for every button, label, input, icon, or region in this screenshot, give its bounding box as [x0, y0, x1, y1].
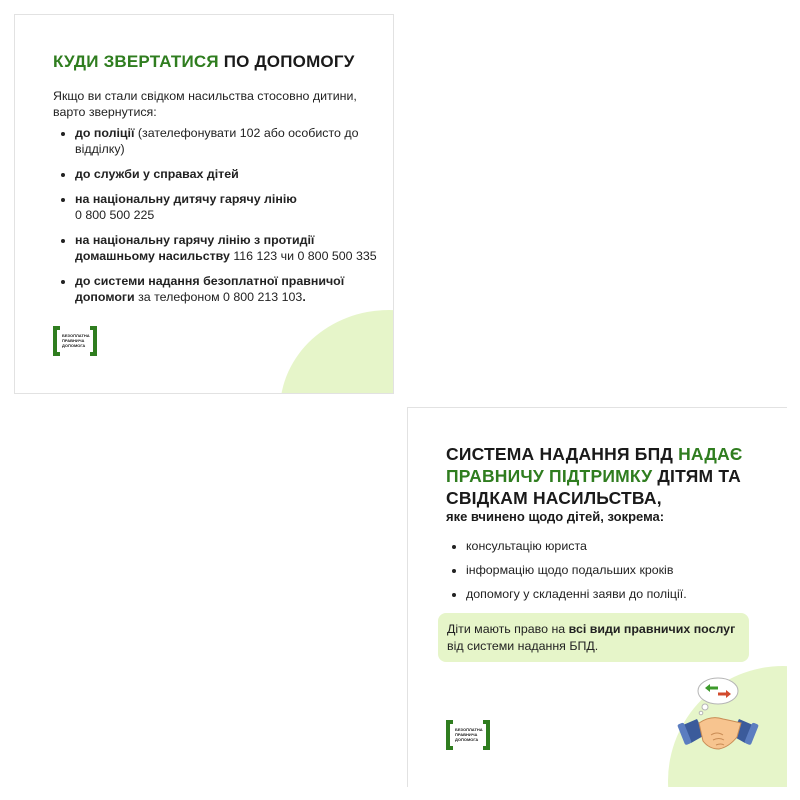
- card-title: КУДИ ЗВЕРТАТИСЯ ПО ДОПОМОГУ: [53, 52, 355, 71]
- list-item: • консультацію юриста: [466, 538, 687, 554]
- list-item: • допомогу у складенні заяви до поліції.: [466, 586, 687, 602]
- bpd-logo: БЕЗОПЛАТНА ПРАВНИЧА ДОПОМОГА: [446, 720, 490, 752]
- card-title: СИСТЕМА НАДАННЯ БПД НАДАЄ ПРАВНИЧУ ПІДТРИМКУ ДІТЯМ ТА СВІДКАМ НАСИЛЬСТВА,: [446, 444, 743, 508]
- support-card: [407, 407, 787, 787]
- card-subtitle: яке вчинено щодо дітей, зокрема:: [446, 509, 665, 524]
- contact-list: [53, 125, 385, 314]
- list-item: • до служби у справах дітей: [75, 166, 385, 182]
- bpd-logo: БЕЗОПЛАТНА ПРАВНИЧА ДОПОМОГА: [53, 326, 97, 358]
- handshake-icon: [673, 673, 763, 763]
- rights-note: Діти мають право на всі види правничих послуг від системи надання БПД.: [438, 613, 749, 662]
- help-card: [14, 14, 394, 394]
- list-item: • до системи надання безоплатної правничої допомоги за телефоном 0 800 213 103.: [75, 273, 385, 305]
- decorative-blob: [280, 310, 394, 394]
- list-item: • на національну гарячу лінію з протидії домашньому насильству 116 123 чи 0 800 500 335: [75, 232, 385, 264]
- intro-text: Якщо ви стали свідком насильства стосовно дитини, варто звернутися:: [53, 89, 357, 119]
- list-item: • на національну дитячу гарячу лінію 0 800 500 225: [75, 191, 385, 223]
- speech-bubble-arrows-icon: [698, 678, 738, 715]
- list-item: • до поліції (зателефонувати 102 або особисто до відділку): [75, 125, 385, 157]
- services-list: [446, 538, 687, 610]
- list-item: • інформацію щодо подальших кроків: [466, 562, 687, 578]
